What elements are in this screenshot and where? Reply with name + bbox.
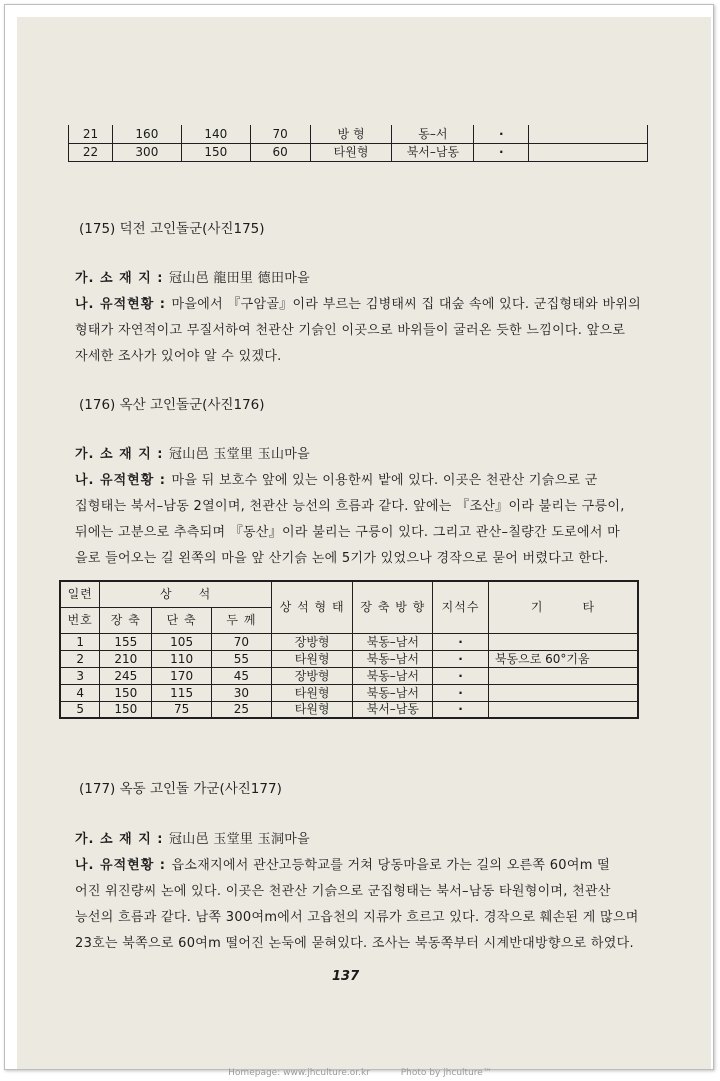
- header-capstone: 상 석: [100, 581, 271, 607]
- section-175-line-1: 가. 소 재 지 : 冠山邑 龍田里 德田마을: [75, 271, 310, 286]
- dolmen-table-cell: 북서–남동: [353, 701, 433, 718]
- section-176-line-1: 가. 소 재 지 : 冠山邑 玉堂里 玉山마을: [75, 447, 310, 462]
- header-direction: 장 축 방 향: [353, 581, 433, 633]
- section-175-heading: (175) 덕전 고인돌군(사진175): [79, 221, 265, 237]
- header-serial-top: 일련: [60, 581, 100, 607]
- dolmen-table-cell: 장방형: [271, 633, 353, 650]
- section-177-line-3: 어진 위진량씨 논에 있다. 이곳은 천관산 기슭으로 군집형태는 북서–남동 타원형이며, 천관산: [75, 884, 611, 899]
- top-table-cell: 21: [69, 125, 113, 143]
- top-table-cell: 160: [112, 125, 181, 143]
- dolmen-table-cell: 245: [100, 667, 152, 684]
- dolmen-table-cell: 75: [152, 701, 212, 718]
- dolmen-table-body: [60, 633, 638, 718]
- dolmen-table: [59, 580, 639, 719]
- dolmen-table-cell: [488, 667, 638, 684]
- dolmen-table-cell: [488, 701, 638, 718]
- dolmen-table-cell: 북동–남서: [353, 633, 433, 650]
- section-177-line-2: 나. 유적현황 : 읍소재지에서 관산고등학교를 거쳐 당동마을로 가는 길의 오른쪽 60여m 떨: [75, 858, 610, 873]
- dolmen-table-cell: 70: [212, 633, 272, 650]
- dolmen-table-row: [60, 684, 638, 701]
- dolmen-table-row: [60, 667, 638, 684]
- footer-homepage-link[interactable]: Homepage: www.jhculture.or.kr: [228, 1068, 370, 1078]
- page-number: 137: [332, 969, 360, 984]
- dolmen-table-cell: ·: [433, 684, 489, 701]
- top-table-cell: 북서–남동: [392, 143, 474, 161]
- dolmen-table-cell: [488, 633, 638, 650]
- top-table-cell: 70: [250, 125, 310, 143]
- section-176-line-2: 나. 유적현황 : 마을 뒤 보호수 앞에 있는 이용한씨 밭에 있다. 이곳은 천관산 기슭으로 군: [75, 473, 598, 488]
- section-177-line-4: 능선의 흐름과 같다. 남쪽 300여m에서 고읍천의 지류가 흐르고 있다. 경작으로 훼손된 게 많으며: [75, 910, 639, 925]
- dolmen-table-cell: 150: [100, 701, 152, 718]
- dolmen-table-cell: ·: [433, 667, 489, 684]
- top-table-cell: 300: [112, 143, 181, 161]
- dolmen-table-cell: 105: [152, 633, 212, 650]
- dolmen-table-cell: 타원형: [271, 701, 353, 718]
- top-table-cell: ·: [474, 143, 529, 161]
- dolmen-table-cell: 1: [60, 633, 100, 650]
- top-table-cell: 타원형: [310, 143, 392, 161]
- header-shape: 상 석 형 태: [271, 581, 353, 633]
- top-table-body: [69, 125, 648, 161]
- top-table-cell: 60: [250, 143, 310, 161]
- footer: [0, 1068, 720, 1078]
- dolmen-table-cell: 북동–남서: [353, 650, 433, 667]
- header-supports: 지석수: [433, 581, 489, 633]
- dolmen-table-cell: 115: [152, 684, 212, 701]
- dolmen-table-head: [60, 581, 638, 633]
- dolmen-table-cell: 북동–남서: [353, 684, 433, 701]
- section-175-line-2: 나. 유적현황 : 마을에서 『구암골』이라 부르는 김병태씨 집 대숲 속에 있다. 군집형태와 바위의: [75, 297, 642, 312]
- dolmen-table-cell: ·: [433, 650, 489, 667]
- header-thickness: 두 께: [212, 607, 272, 633]
- header-long-axis: 장 축: [100, 607, 152, 633]
- top-table-cell: 22: [69, 143, 113, 161]
- dolmen-table-cell: ·: [433, 701, 489, 718]
- dolmen-table-cell: [488, 684, 638, 701]
- section-176-line-4: 뒤에는 고분으로 추측되며 『동산』이라 불리는 구릉이 있다. 그리고 관산–칠량간 도로에서 마: [75, 525, 621, 540]
- dolmen-table-cell: 2: [60, 650, 100, 667]
- header-short-axis: 단 축: [152, 607, 212, 633]
- header-remarks: 기 타: [488, 581, 638, 633]
- document-page: [17, 17, 711, 1069]
- dolmen-table-cell: 45: [212, 667, 272, 684]
- section-176-heading: (176) 옥산 고인돌군(사진176): [79, 397, 265, 413]
- top-table-cell: [529, 143, 648, 161]
- dolmen-table-row: [60, 633, 638, 650]
- top-table-cell: 동–서: [392, 125, 474, 143]
- dolmen-table-cell: 북동–남서: [353, 667, 433, 684]
- dolmen-table-cell: 170: [152, 667, 212, 684]
- dolmen-table-cell: 30: [212, 684, 272, 701]
- dolmen-table-cell: ·: [433, 633, 489, 650]
- top-table-cell: 140: [181, 125, 250, 143]
- dolmen-table-cell: 5: [60, 701, 100, 718]
- section-177-heading: (177) 옥동 고인돌 가군(사진177): [79, 781, 282, 797]
- dolmen-table-cell: 25: [212, 701, 272, 718]
- top-table-cell: 방 형: [310, 125, 392, 143]
- dolmen-table-cell: 55: [212, 650, 272, 667]
- footer-photo-credit: Photo by jhculture™: [400, 1068, 492, 1078]
- dolmen-table-cell: 북동으로 60°기움: [488, 650, 638, 667]
- section-175-line-3: 형태가 자연적이고 무질서하여 천관산 기슭인 이곳으로 바위들이 굴러온 듯한 느낌이다. 앞으로: [75, 323, 626, 338]
- dolmen-table-cell: 타원형: [271, 684, 353, 701]
- section-176-line-3: 집형태는 북서–남동 2열이며, 천관산 능선의 흐름과 같다. 앞에는 『조산』이라 불리는 구릉이,: [75, 499, 625, 514]
- dolmen-table-cell: 150: [100, 684, 152, 701]
- section-176-line-5: 을로 들어오는 길 왼쪽의 마을 앞 산기슭 논에 5기가 있었으나 경작으로 묻어 버렸다고 한다.: [75, 551, 609, 566]
- section-177-line-5: 23호는 북쪽으로 60여m 떨어진 논둑에 묻혀있다. 조사는 북동쪽부터 시계반대방향으로 하였다.: [75, 936, 634, 951]
- section-177-line-1: 가. 소 재 지 : 冠山邑 玉堂里 玉洞마을: [75, 832, 310, 847]
- dolmen-table-row: [60, 650, 638, 667]
- top-table-cell: 150: [181, 143, 250, 161]
- top-table-cell: [529, 125, 648, 143]
- dolmen-table-cell: 장방형: [271, 667, 353, 684]
- section-175-line-4: 자세한 조사가 있어야 알 수 있겠다.: [75, 349, 282, 364]
- dolmen-table-cell: 타원형: [271, 650, 353, 667]
- dolmen-table-cell: 110: [152, 650, 212, 667]
- top-table-row: [69, 125, 648, 143]
- dolmen-table-row: [60, 701, 638, 718]
- dolmen-table-cell: 4: [60, 684, 100, 701]
- top-table-cell: ·: [474, 125, 529, 143]
- dolmen-table-cell: 155: [100, 633, 152, 650]
- top-table: [68, 125, 648, 162]
- header-serial-bottom: 번호: [60, 607, 100, 633]
- top-table-row: [69, 143, 648, 161]
- dolmen-table-cell: 210: [100, 650, 152, 667]
- dolmen-table-cell: 3: [60, 667, 100, 684]
- page-frame: [4, 4, 714, 1070]
